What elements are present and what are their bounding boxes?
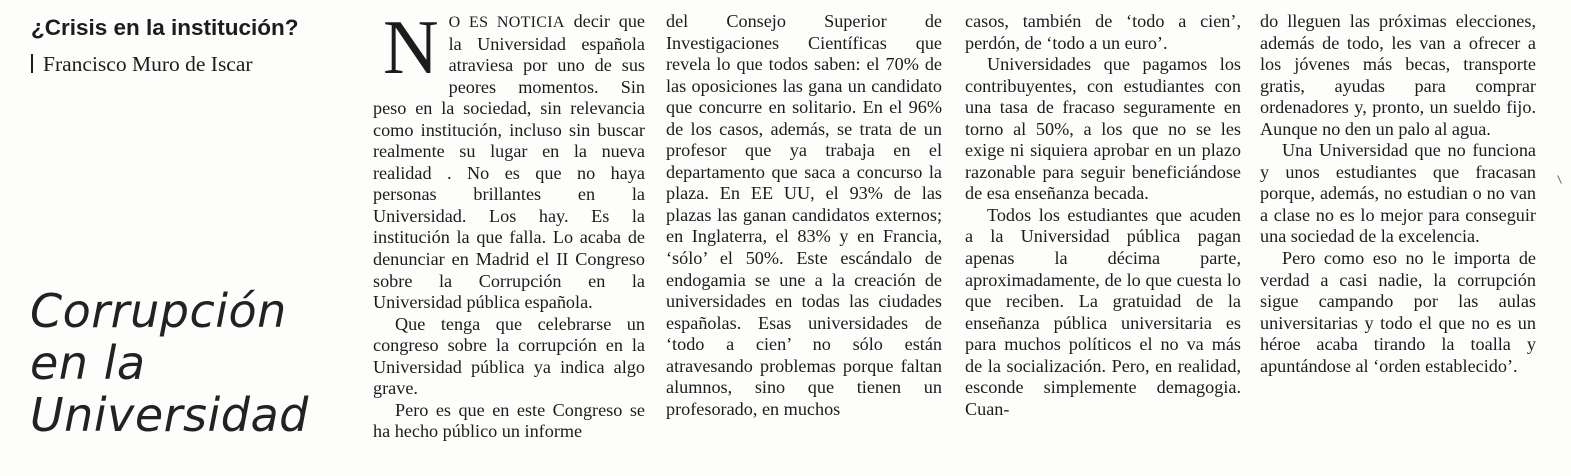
headline-line-1: Corrupción [30, 284, 287, 338]
article-paragraph-5-start: Todos los estudiantes que acuden a la Universidad pública pagan apenas la décima parte, aproximadamente, de lo que cuesta lo que reciben. La gratuidad de la enseñanza pública universitaria es para muchos políticos el no va más de la socialización. Pero, en realidad, esconde simplemente demagogia. Cuan- [965, 204, 1241, 419]
article-paragraph-6: Una Universidad que no funciona y unos estudiantes que fracasan porque, además, no estudian o no van a clase no es lo mejor para conseguir una sociedad de la excelencia. [1260, 140, 1536, 247]
article-column-4 [1260, 11, 1536, 377]
article-paragraph-4: Universidades que pagamos los contribuyentes, con estudiantes con una tasa de fracaso seguramente en torno al 50%, a los que no se les exige ni siquiera aprobar en un plazo razonable para seguir beneficiándose de esa enseñanza becada. [965, 54, 1241, 204]
headline-line-3: Universidad [30, 388, 309, 442]
kicker: ¿Crisis en la institución? [31, 15, 299, 40]
article-paragraph-1 [373, 4, 645, 314]
article-paragraph-3-start: Pero es que en este Congreso se ha hecho público un informe [373, 399, 645, 442]
byline-rule [31, 54, 33, 73]
article-paragraph-3-continued: del Consejo Superior de Investigaciones Científicas que revela lo que todos saben: el 70% de las oposiciones las gana un candidato que concurre en solitario. En el 96% de los casos, además, se trata de un profesor que ya trabaja en el departamento que saca a concurso la plaza. En EE UU, el 93% de las plazas las ganan candidatos externos; en Inglaterra, el 83% y en Francia, ‘sólo’ el 50%. Este escándalo de endogamia se une a la creación de universidades en todas las ciudades españolas. Esas universidades de ‘todo a cien’ no sólo están atravesando problemas porque faltan alumnos, sino que tienen un profesorado, en muchos [666, 11, 942, 419]
headline-line-2: en la [30, 336, 146, 390]
paragraph-1-text: decir que la Universidad española atraviesa por uno de sus peores momentos. Sin peso en la sociedad, sin relevancia como institución, incluso sin buscar realmente su lugar en la nueva realidad . No es que no haya personas brillantes en la Universidad. Los hay. Es la institución la que falla. Lo acaba de denunciar en Madrid el II Congreso sobre la Corrupción en la Universidad pública española. [373, 11, 645, 313]
scan-mark [1557, 175, 1562, 184]
lead-smallcaps: O ES NOTICIA [448, 14, 565, 31]
article-column-3 [965, 11, 1241, 420]
article-paragraph-7: Pero como eso no le importa de verdad a casi nadie, la corrupción sigue campando por las aulas universitarias y todo el que no es un héroe acaba tirando la toalla y apuntándose al ‘orden establecido’. [1260, 248, 1536, 376]
drop-cap: N [383, 4, 439, 90]
article-column-1 [373, 4, 645, 443]
article-column-2 [666, 11, 942, 420]
byline-author: Francisco Muro de Iscar [43, 52, 253, 76]
article-paragraph-2: Que tenga que celebrarse un congreso sobre la corrupción en la Universidad pública ya indica algo grave. [373, 313, 645, 399]
byline [31, 50, 361, 78]
article-paragraph-5-end: do lleguen las próximas elecciones, además de todo, les van a ofrecer a los jóvenes más becas, transporte gratis, ayudas para comprar ordenadores y, pronto, un sueldo fijo. Aunque no den un palo al agua. [1260, 11, 1536, 139]
headline [30, 285, 360, 441]
article-paragraph-3-end: casos, también de ‘todo a cien’, perdón, de ‘todo a un euro’. [965, 11, 1241, 53]
